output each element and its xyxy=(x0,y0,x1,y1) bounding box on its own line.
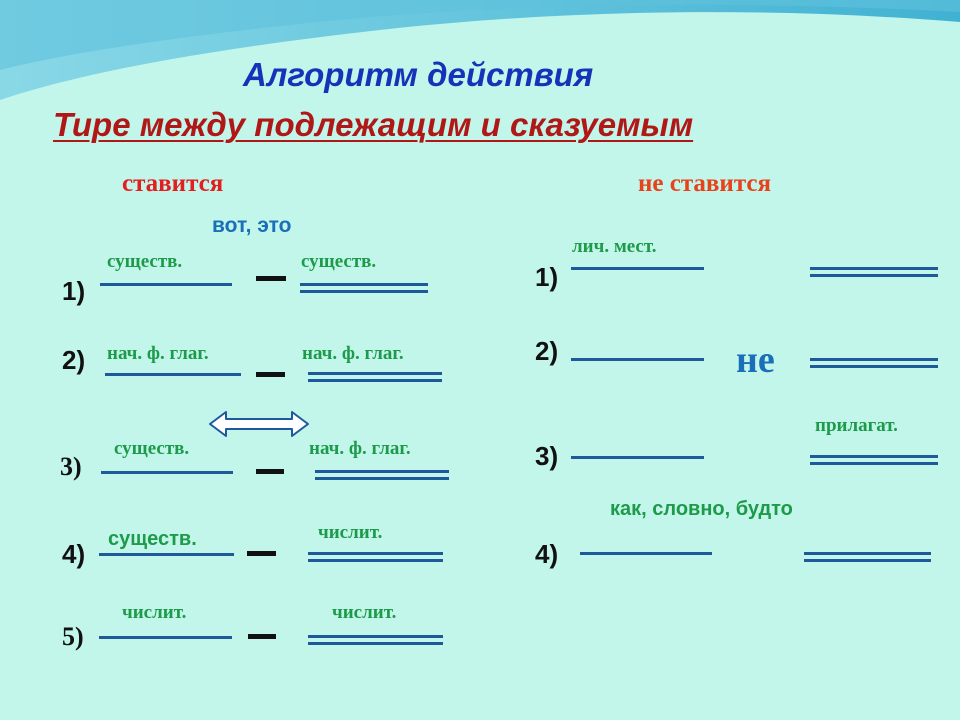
right-row-2-number: 2) xyxy=(535,336,559,366)
right-row-3-predicate-label: прилагат. xyxy=(815,415,898,436)
left-row-1-number: 1) xyxy=(62,276,86,306)
left-row-1-predicate-line xyxy=(300,283,428,293)
left-row-4-dash xyxy=(247,551,276,556)
header-not-placed: не ставится xyxy=(638,170,772,197)
left-row-3-predicate-label: нач. ф. глаг. xyxy=(309,438,411,459)
left-row-5-dash xyxy=(248,634,276,639)
right-row-1-subject-label: лич. мест. xyxy=(572,236,657,257)
right-row-3-number: 3) xyxy=(535,441,559,471)
left-row-5-number: 5) xyxy=(62,622,84,651)
right-row-1-subject-line xyxy=(571,267,704,270)
right-row-3-predicate-line xyxy=(810,455,938,465)
left-row-5-subject-label: числит. xyxy=(122,602,187,623)
left-row-1-predicate-label: существ. xyxy=(301,251,377,272)
double-arrow-icon xyxy=(208,410,310,438)
left-row-4-number: 4) xyxy=(62,539,86,569)
right-row-4-subject-line xyxy=(580,552,712,555)
left-row-4-predicate-label: числит. xyxy=(318,522,383,543)
left-row-5-subject-line xyxy=(99,636,232,639)
left-row-5-predicate-label: числит. xyxy=(332,602,397,623)
left-row-3-predicate-line xyxy=(315,470,449,480)
left-row-3-subject-line xyxy=(101,471,233,474)
left-row-3-number: 3) xyxy=(60,452,82,481)
left-row-5-predicate-line xyxy=(308,635,443,645)
left-row-4-predicate-line xyxy=(308,552,443,562)
left-row-2-dash xyxy=(256,372,285,377)
particle-ne: не xyxy=(736,339,775,381)
right-row-4-number: 4) xyxy=(535,539,559,569)
right-row-4-note: как, словно, будто xyxy=(610,498,793,520)
right-row-2-subject-line xyxy=(571,358,704,361)
left-row-2-subject-label: нач. ф. глаг. xyxy=(107,343,209,364)
left-row-1-subject-line xyxy=(100,283,232,286)
left-row-3-subject-label: существ. xyxy=(114,438,190,459)
right-row-2-predicate-line xyxy=(810,358,938,368)
right-row-1-predicate-line xyxy=(810,267,938,277)
left-row-4-subject-line xyxy=(99,553,234,556)
subtitle-rule: Тире между подлежащим и сказуемым xyxy=(53,106,694,143)
left-row-3-dash xyxy=(256,469,284,474)
left-row-4-subject-label: существ. xyxy=(108,528,197,550)
right-row-1-number: 1) xyxy=(535,262,559,292)
left-row-2-number: 2) xyxy=(62,345,86,375)
title-algorithm: Алгоритм действия xyxy=(243,56,594,93)
right-row-3-subject-line xyxy=(571,456,704,459)
left-row-1-dash xyxy=(256,276,286,281)
left-row-2-subject-line xyxy=(105,373,241,376)
left-row-1-subject-label: существ. xyxy=(107,251,183,272)
left-row-2-predicate-label: нач. ф. глаг. xyxy=(302,343,404,364)
right-row-4-predicate-line xyxy=(804,552,931,562)
header-placed: ставится xyxy=(122,170,224,197)
note-vot-eto: вот, это xyxy=(212,214,292,237)
left-row-2-predicate-line xyxy=(308,372,442,382)
